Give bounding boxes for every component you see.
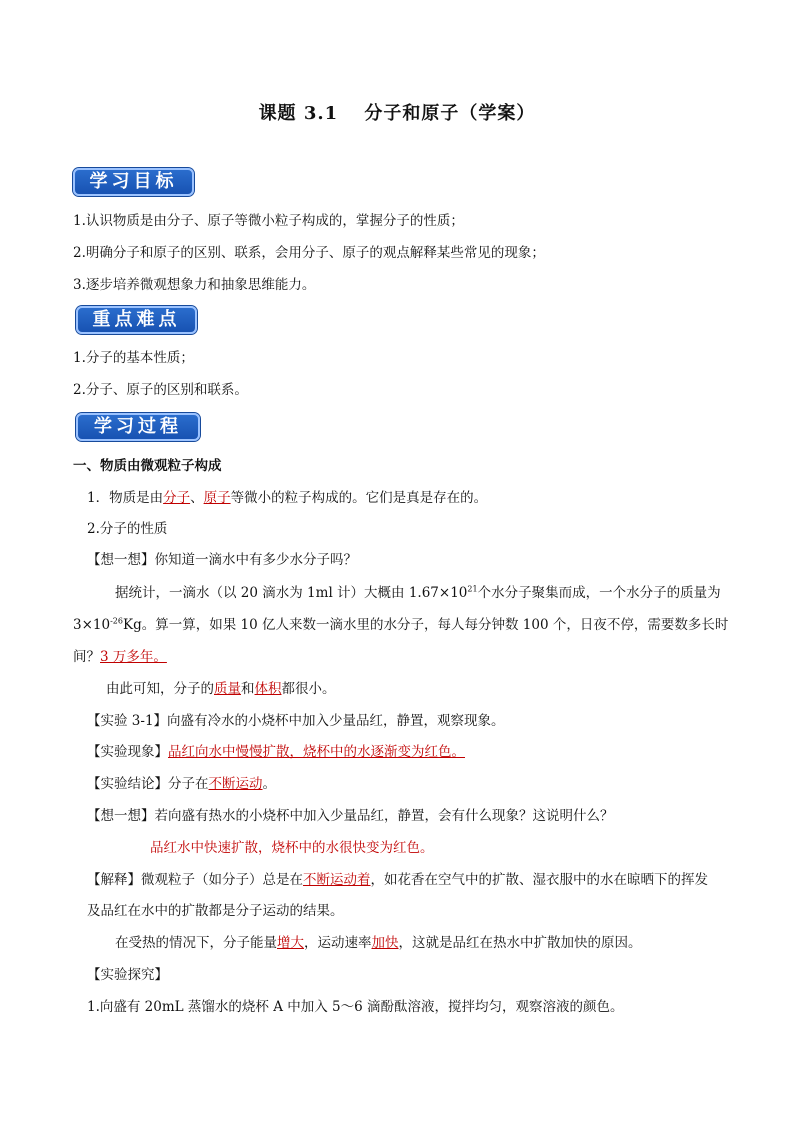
process-heading: 一、物质由微观粒子构成	[73, 458, 222, 474]
explanation-line-1: 【解释】微观粒子（如分子）总是在不断运动着，如花香在空气中的扩散、湿衣服中的水在晾晒下的挥发	[87, 872, 708, 888]
answer-years: 3 万多年。	[100, 649, 167, 665]
answer-constant-motion: 不断运动着	[303, 872, 371, 888]
key-points-badge: 重点难点	[76, 306, 197, 334]
goal-item-2: 2.明确分子和原子的区别、联系，会用分子、原子的观点解释某些常见的现象；	[73, 245, 545, 261]
heating-explanation: 在受热的情况下，分子能量增大，运动速率加快，这就是品红在热水中扩散加快的原因。	[115, 935, 642, 951]
answer-mass: 质量	[214, 681, 241, 697]
goals-badge: 学习目标	[73, 168, 194, 196]
explanation-line-2: 及品红在水中的扩散都是分子运动的结果。	[87, 903, 344, 919]
process-line-6: 间？3 万多年。	[73, 649, 167, 665]
page-title: 课题 3.1 分子和原子（学案）	[258, 103, 536, 124]
answer-increase: 增大	[277, 935, 304, 951]
key-point-item-2: 2.分子、原子的区别和联系。	[73, 382, 248, 398]
process-line-5: $3\times 10^{-26}Kg$。算一算，如果 10 亿人来数一滴水里的水分子，每人每分钟数 100 个，日夜不停，需要数多长时	[73, 616, 729, 633]
answer-atom: 原子	[203, 490, 231, 506]
experiment-step-1: 1.向盛有 20mL 蒸馏水的烧杯 A 中加入 5～6 滴酚酞溶液，搅拌均匀，观察溶液的颜色。	[87, 999, 624, 1015]
goal-item-1: 1.认识物质是由分子、原子等微小粒子构成的，掌握分子的性质；	[73, 213, 464, 229]
process-line-1: 1．物质是由分子、原子等微小的粒子构成的。它们是真是存在的。	[87, 490, 488, 506]
experiment-3-1: 【实验 3-1】向盛有冷水的小烧杯中加入少量品红，静置，观察现象。	[87, 713, 505, 729]
process-line-4: 据统计，一滴水（以 20 滴水为 1ml 计）大概由 $1.67\times 10^{21}$个水分子聚集而成，一个水分子的质量为	[115, 584, 721, 601]
answer-conclusion: 不断运动	[208, 776, 263, 792]
answer-volume: 体积	[254, 681, 282, 697]
answer-molecule: 分子	[163, 490, 191, 506]
answer-faster: 加快	[371, 935, 399, 951]
process-line-7: 由此可知，分子的质量和体积都很小。	[106, 681, 336, 697]
experiment-phenomenon: 【实验现象】品红向水中慢慢扩散，烧杯中的水逐渐变为红色。	[87, 744, 465, 760]
experiment-explore: 【实验探究】	[87, 967, 168, 983]
think-question-1: 【想一想】你知道一滴水中有多少水分子吗？	[87, 552, 357, 568]
experiment-conclusion: 【实验结论】分子在不断运动。	[87, 776, 276, 792]
think-question-2: 【想一想】若向盛有热水的小烧杯中加入少量品红，静置，会有什么现象？这说明什么？	[87, 808, 614, 824]
goal-item-3: 3.逐步培养微观想象力和抽象思维能力。	[73, 277, 316, 293]
process-badge: 学习过程	[76, 413, 200, 441]
key-point-item-1: 1.分子的基本性质；	[73, 350, 194, 366]
answer-phenomenon: 品红向水中慢慢扩散，烧杯中的水逐渐变为红色。	[168, 744, 465, 760]
process-line-2: 2.分子的性质	[87, 521, 168, 537]
answer-hot-water: 品红水中快速扩散，烧杯中的水很快变为红色。	[150, 840, 434, 856]
